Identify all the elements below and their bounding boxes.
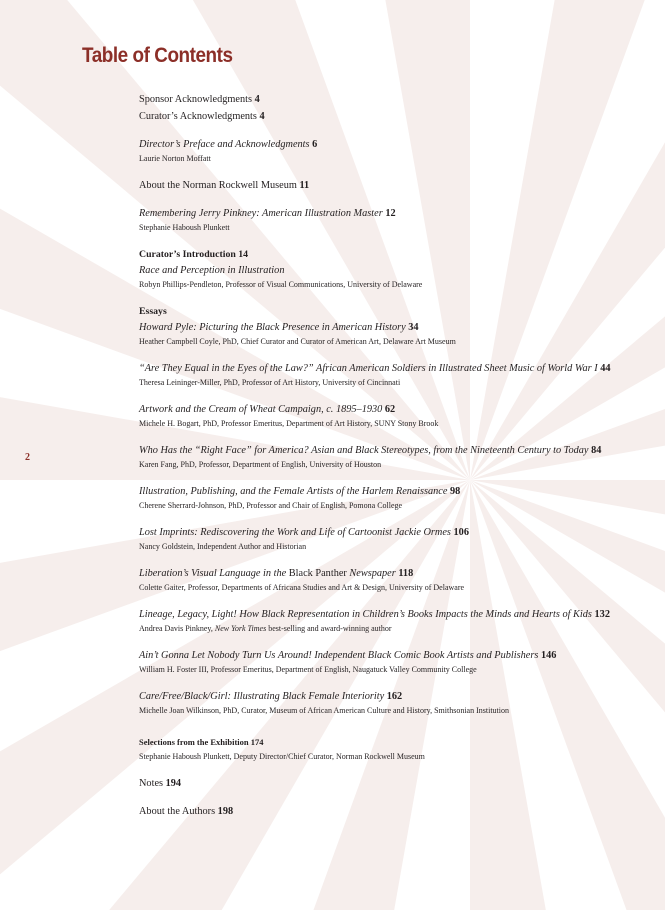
entry-author: Theresa Leininger-Miller, PhD, Professor of Art History, University of Cincinnati [139,378,401,387]
toc-entry-sponsor[interactable] [139,93,649,106]
entry-title: About the Authors [139,806,216,817]
entry-author: Laurie Norton Moffatt [139,154,211,163]
toc-entry-essay[interactable] [139,444,649,457]
entry-title: Ain’t Gonna Let Nobody Turn Us Around! Independent Black Comic Book Artists and Publishers [139,650,539,661]
entry-author: Stephanie Haboush Plunkett [139,223,230,232]
entry-author: Michelle Joan Wilkinson, PhD, Curator, Museum of African American Culture and History, Smithsonian Institution [139,706,509,715]
entry-title: “Are They Equal in the Eyes of the Law?” African American Soldiers in Illustrated Sheet Music of World War I [139,363,598,374]
entry-author: Heather Campbell Coyle, PhD, Chief Curator and Curator of American Art, Delaware Art Museum [139,337,456,346]
entry-author: Cherene Sherrard-Johnson, PhD, Professor and Chair of English, Pomona College [139,501,403,510]
entry-page: 106 [453,527,469,538]
toc-entry-lineage[interactable] [139,608,649,621]
entry-page: 132 [594,609,610,620]
toc-entry-selections[interactable] [139,736,649,749]
entry-page: 62 [384,404,396,415]
entry-author: Nancy Goldstein, Independent Author and Historian [139,542,307,551]
entry-page: 34 [408,322,419,333]
entry-page: 84 [591,445,602,456]
toc-entry-curator-ack[interactable] [139,110,649,123]
entry-page: 44 [600,363,611,374]
entry-title: Artwork and the Cream of Wheat Campaign, c. 1895–1930 [139,404,383,415]
entry-page: 11 [299,180,310,191]
entry-author: Karen Fang, PhD, Professor, Department of English, University of Houston [139,460,382,469]
page-number: 2 [25,452,30,463]
entry-title: Lineage, Legacy, Light! How Black Representation in Children’s Books Impacts the Minds and Hearts of Kids [139,609,592,620]
entry-author: Michele H. Bogart, PhD, Professor Emeritus, Department of Art History, SUNY Stony Brook [139,419,439,428]
toc-entry-notes[interactable] [139,777,649,790]
entry-page: 12 [385,208,396,219]
entry-author: William H. Foster III, Professor Emeritus, Department of English, Naugatuck Valley Community College [139,665,477,674]
entry-title: About the Norman Rockwell Museum [139,180,297,191]
entry-title-part: Liberation’s Visual Language in the [139,568,287,579]
entry-page: 162 [386,691,403,702]
toc-entry-essay[interactable] [139,485,649,498]
author-credit: best-selling and award-winning author [268,624,392,633]
toc-entry-essay[interactable] [139,526,649,539]
entry-title: Remembering Jerry Pinkney: American Illustration Master [139,208,383,219]
entry-page: 198 [217,806,234,817]
entry-title-part: Newspaper [349,568,396,579]
toc-entry-about-authors[interactable] [139,805,649,818]
entry-page: 146 [540,650,557,661]
entry-title: Sponsor Acknowledgments [139,94,252,105]
author-publication: New York Times [214,624,267,633]
entry-page: 194 [165,778,182,789]
entry-page: 174 [250,737,264,747]
entry-author [139,624,649,634]
toc-entry-liberation[interactable] [139,567,649,580]
entry-title: Race and Perception in Illustration [139,265,285,276]
entry-page: 4 [259,111,265,122]
entry-title: Howard Pyle: Picturing the Black Presence in American History [139,322,406,333]
toc-entry-essay[interactable] [139,403,649,416]
entry-page: 118 [398,568,414,579]
toc-list [139,93,649,818]
toc-entry-about-museum[interactable] [139,179,649,192]
toc-entry-aint[interactable] [139,649,649,662]
entry-author: Robyn Phillips-Pendleton, Professor of Visual Communications, University of Delaware [139,280,423,289]
toc-entry-care[interactable] [139,690,649,703]
toc-entry-remembering[interactable] [139,207,649,220]
toc-entry-essay[interactable] [139,362,649,375]
entry-author: Stephanie Haboush Plunkett, Deputy Director/Chief Curator, Norman Rockwell Museum [139,752,425,761]
entry-page: 98 [449,486,461,497]
toc-entry-essay[interactable] [139,321,649,334]
entry-page: 6 [312,139,318,150]
entry-title-roman: Black Panther [288,568,347,579]
entry-page: 4 [254,94,260,105]
page-title: Table of Contents [82,44,233,67]
entry-title: Who Has the “Right Face” for America? Asian and Black Stereotypes, from the Nineteenth Century to Today [139,445,589,456]
entry-page: 14 [238,249,249,260]
entry-title: Illustration, Publishing, and the Female Artists of the Harlem Renaissance [139,486,448,497]
entry-title: Notes [139,778,164,789]
section-heading-essays: Essays [139,306,167,317]
entry-title: Care/Free/Black/Girl: Illustrating Black Female Interiority [139,691,385,702]
section-heading: Selections from the Exhibition [139,737,249,747]
entry-title: Lost Imprints: Rediscovering the Work and Life of Cartoonist Jackie Ormes [139,527,451,538]
entry-author: Colette Gaiter, Professor, Departments of Africana Studies and Art & Design, University of Delaware [139,583,465,592]
entry-title: Director’s Preface and Acknowledgments [139,139,310,150]
entry-title: Curator’s Acknowledgments [139,111,257,122]
toc-entry-curators-intro[interactable] [139,248,649,261]
toc-entry-race-perception[interactable] [139,264,649,277]
author-name: Andrea Davis Pinkney, [139,624,213,633]
section-heading: Curator’s Introduction [139,249,236,260]
toc-entry-directors-preface[interactable] [139,138,649,151]
